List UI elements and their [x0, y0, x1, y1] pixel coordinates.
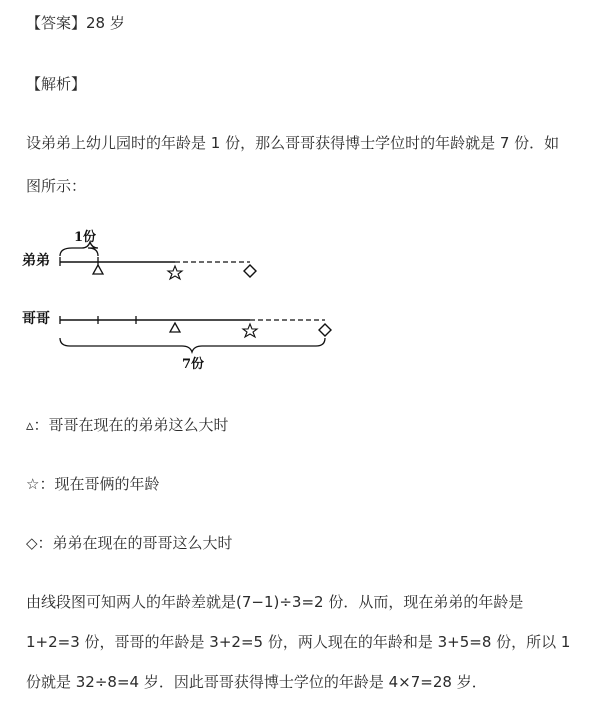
older-star-marker [243, 324, 257, 337]
line-segment-diagram [22, 222, 362, 374]
conclusion-line-3: 份就是 32÷8=4 岁．因此哥哥获得博士学位的年龄是 4×7=28 岁． [26, 673, 487, 691]
older-diamond-marker [319, 324, 331, 336]
intro-line-1: 设弟弟上幼儿园时的年龄是 1 份，那么哥哥获得博士学位时的年龄就是 7 份．如 [26, 134, 560, 152]
younger-star-marker [168, 266, 182, 279]
legend-triangle: ▵：哥哥在现在的弟弟这么大时 [26, 416, 229, 434]
older-brother-label: 哥哥 [22, 311, 50, 327]
older-triangle-marker [170, 323, 180, 332]
total-brace [60, 338, 325, 352]
conclusion-line-2: 1+2=3 份，哥哥的年龄是 3+2=5 份，两人现在的年龄和是 3+5=8 份，所以 1 [26, 633, 571, 651]
legend-diamond: ◇：弟弟在现在的哥哥这么大时 [26, 534, 233, 552]
analysis-heading: 【解析】 [26, 75, 87, 93]
younger-triangle-marker [93, 265, 103, 274]
younger-brother-label: 弟弟 [22, 253, 50, 269]
legend-star: ☆：现在哥俩的年龄 [26, 475, 160, 493]
conclusion-line-1: 由线段图可知两人的年龄差就是(7−1)÷3=2 份．从而，现在弟弟的年龄是 [26, 593, 524, 611]
younger-diamond-marker [244, 265, 256, 277]
total-label: 7份 [182, 357, 205, 372]
answer-line: 【答案】28 岁 [26, 14, 125, 32]
intro-line-2: 图所示： [26, 177, 87, 195]
unit-label: 1份 [74, 230, 97, 245]
